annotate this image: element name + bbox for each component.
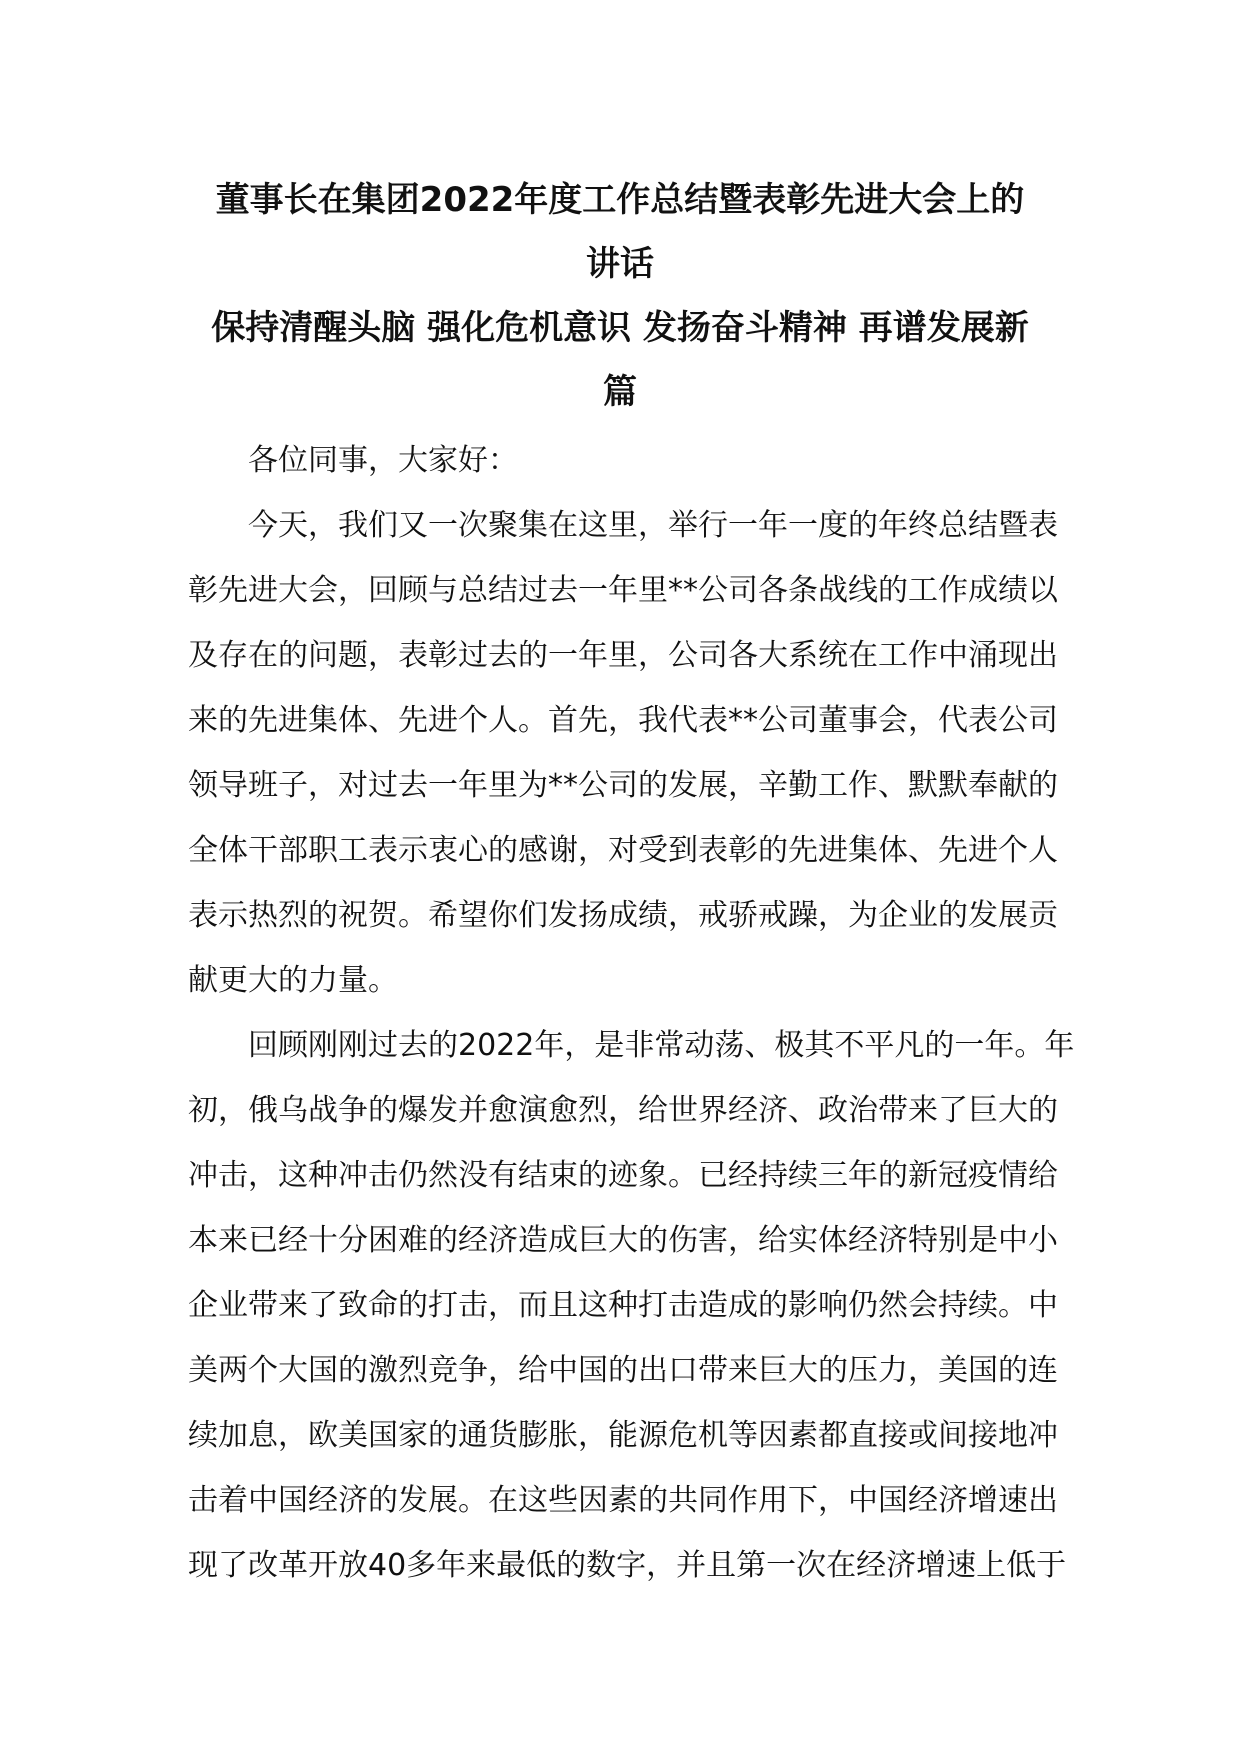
title-line: 董事长在集团2022年度工作总结暨表彰先进大会上的 (215, 180, 1025, 220)
body-line: 全体干部职工表示衷心的感谢，对受到表彰的先进集体、先进个人 (188, 833, 1058, 868)
body-line: 初，俄乌战争的爆发并愈演愈烈，给世界经济、政治带来了巨大的 (188, 1093, 1058, 1128)
body-line: 本来已经十分困难的经济造成巨大的伤害，给实体经济特别是中小 (188, 1223, 1058, 1258)
title-line: 讲话 (586, 244, 654, 284)
document-body (188, 428, 1075, 1598)
body-line: 领导班子，对过去一年里为**公司的发展，辛勤工作、默默奉献的 (188, 768, 1058, 803)
body-line: 表示热烈的祝贺。希望你们发扬成绩，戒骄戒躁，为企业的发展贡 (188, 898, 1058, 933)
body-line: 企业带来了致命的打击，而且这种打击造成的影响仍然会持续。中 (188, 1288, 1058, 1323)
body-line: 献更大的力量。 (188, 963, 398, 998)
body-line: 续加息，欧美国家的通货膨胀，能源危机等因素都直接或间接地冲 (188, 1418, 1058, 1453)
body-line: 现了改革开放40多年来最低的数字，并且第一次在经济增速上低于 (188, 1548, 1067, 1583)
body-line: 冲击，这种冲击仍然没有结束的迹象。已经持续三年的新冠疫情给 (188, 1158, 1058, 1193)
salutation: 各位同事，大家好： (248, 443, 518, 478)
body-line: 回顾刚刚过去的2022年，是非常动荡、极其不平凡的一年。年 (248, 1028, 1075, 1063)
document-title (188, 168, 1052, 424)
body-line: 美两个大国的激烈竞争，给中国的出口带来巨大的压力，美国的连 (188, 1353, 1058, 1388)
subtitle-line: 篇 (603, 372, 637, 412)
body-line: 今天，我们又一次聚集在这里，举行一年一度的年终总结暨表 (248, 508, 1058, 543)
body-line: 击着中国经济的发展。在这些因素的共同作用下，中国经济增速出 (188, 1483, 1058, 1518)
body-line: 来的先进集体、先进个人。首先，我代表**公司董事会，代表公司 (188, 703, 1058, 738)
body-line: 彰先进大会，回顾与总结过去一年里**公司各条战线的工作成绩以 (188, 573, 1058, 608)
subtitle-line: 保持清醒头脑 强化危机意识 发扬奋斗精神 再谱发展新 (211, 308, 1029, 348)
body-line: 及存在的问题，表彰过去的一年里，公司各大系统在工作中涌现出 (188, 638, 1058, 673)
